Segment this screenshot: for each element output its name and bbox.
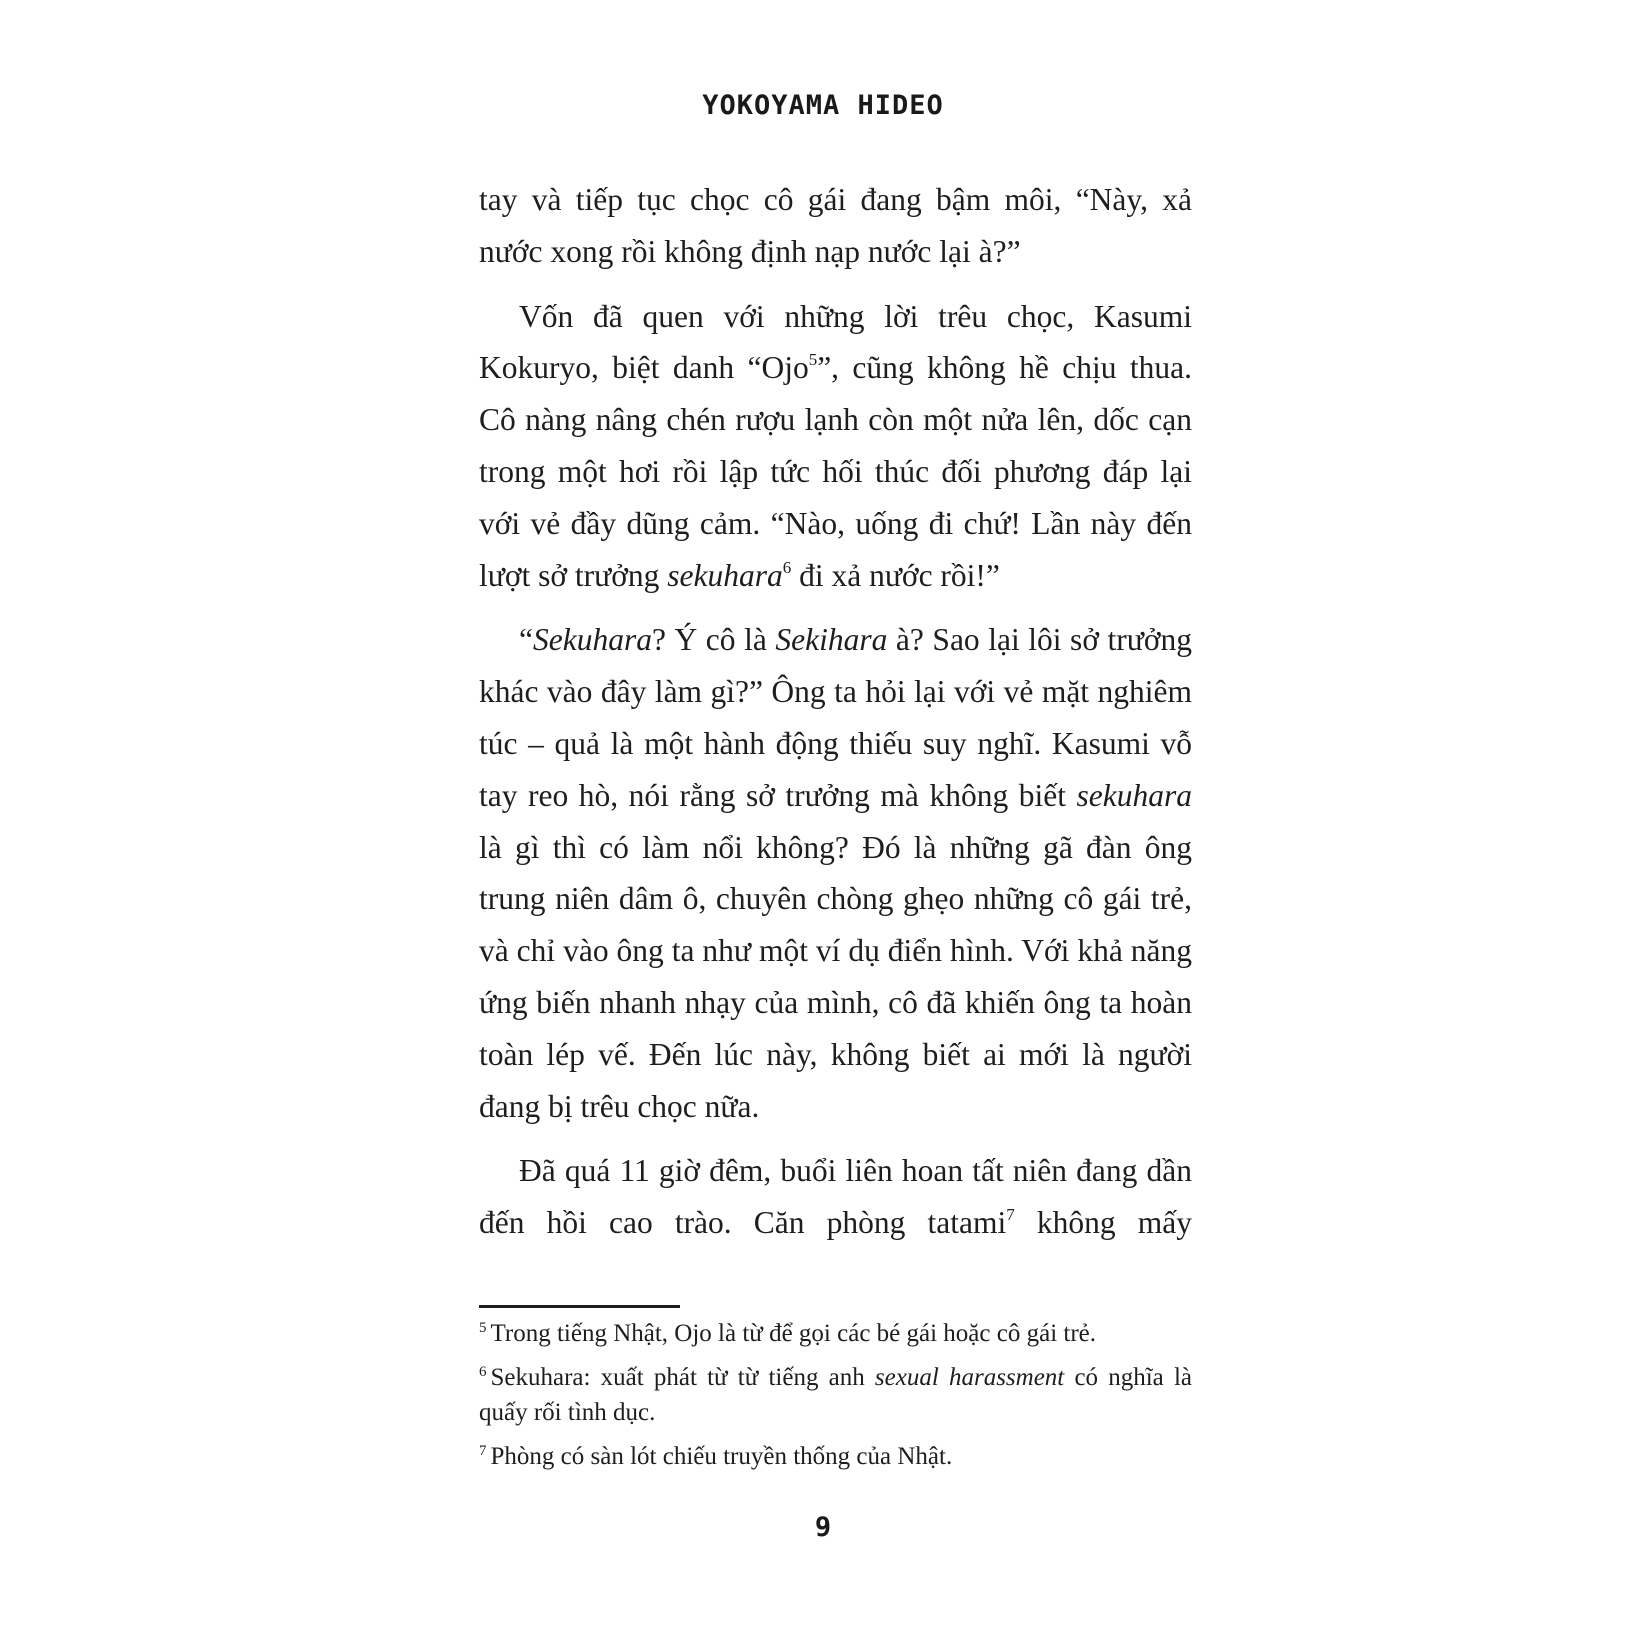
footnote-6 [479,1360,1192,1430]
footnote-5 [479,1316,1192,1351]
body-text [479,174,1192,1249]
footnote-divider [479,1305,680,1308]
footnote-7-number: 7 [479,1443,487,1459]
footnote-5-number: 5 [479,1320,487,1336]
running-header: YOKOYAMA HIDEO [702,90,944,121]
paragraph-4-text-b: không mấy [1014,1205,1192,1241]
footnote-5-text: Trong tiếng Nhật, Ojo là từ để gọi các bé gái hoặc cô gái trẻ. [490,1320,1097,1347]
paragraph-3-italic-term-3: sekuhara [1076,777,1192,813]
paragraph-2 [479,291,1192,602]
page-number: 9 [814,1512,832,1543]
paragraph-2-text-c: đi xả nước rồi!” [791,557,1000,593]
paragraph-3-italic-term-2: Sekihara [775,622,888,658]
paragraph-2-text-b: ”, cũng không hề chịu thua. Cô nàng nâng chén rượu lạnh còn một nửa lên, dốc cạn trong một hơi rồi lập tức hối thúc đối phương đáp lại với vẻ đầy dũng cảm. “Nào, uống đi chứ! Lần này đến lượt sở trưởng [479,350,1192,593]
paragraph-3-text-d: là gì thì có làm nổi không? Đó là những gã đàn ông trung niên dâm ô, chuyên chòng ghẹo những cô gái trẻ, và chỉ vào ông ta như một ví dụ điển hình. Với khả năng ứng biến nhanh nhạy của mình, cô đã khiến ông ta hoàn toàn lép vế. Đến lúc này, không biết ai mới là người đang bị trêu chọc nữa. [479,829,1192,1124]
footnote-6-italic-term: sexual harassment [874,1364,1065,1391]
paragraph-1 [479,174,1192,278]
footnote-ref-6[interactable]: 6 [782,557,792,577]
footnote-6-text-b: có nghĩa là quấy rối tình dục. [479,1364,1192,1426]
paragraph-3 [479,614,1192,1132]
paragraph-3-italic-term-1: Sekuhara [532,622,652,658]
paragraph-4 [479,1145,1192,1249]
paragraph-3-text-c: à? Sao lại lôi sở trưởng khác vào đây làm gì?” Ông ta hỏi lại với vẻ mặt nghiêm túc – quả là một hành động thiếu suy nghĩ. Kasumi vỗ tay reo hò, nói rằng sở trưởng mà không biết [479,622,1192,813]
footnotes [479,1316,1192,1483]
paragraph-2-text-a: Vốn đã quen với những lời trêu chọc, Kasumi Kokuryo, biệt danh “Ojo [479,298,1192,386]
paragraph-1-text: tay và tiếp tục chọc cô gái đang bậm môi, “Này, xả nước xong rồi không định nạp nước lại à?” [479,182,1192,269]
paragraph-3-text-a: “ [519,622,533,658]
paragraph-4-text-a: Đã quá 11 giờ đêm, buổi liên hoan tất niên đang dần đến hồi cao trào. Căn phòng tatami [479,1153,1192,1241]
footnote-6-number: 6 [479,1364,487,1380]
footnote-7-text: Phòng có sàn lót chiếu truyền thống của Nhật. [490,1443,953,1470]
footnote-6-text-a: Sekuhara: xuất phát từ từ tiếng anh [490,1364,875,1391]
paragraph-3-text-b: ? Ý cô là [651,622,776,658]
paragraph-2-italic-term: sekuhara [667,557,783,593]
footnote-7 [479,1439,1192,1474]
footnote-ref-7[interactable]: 7 [1006,1205,1015,1225]
footnote-ref-5[interactable]: 5 [808,350,818,370]
